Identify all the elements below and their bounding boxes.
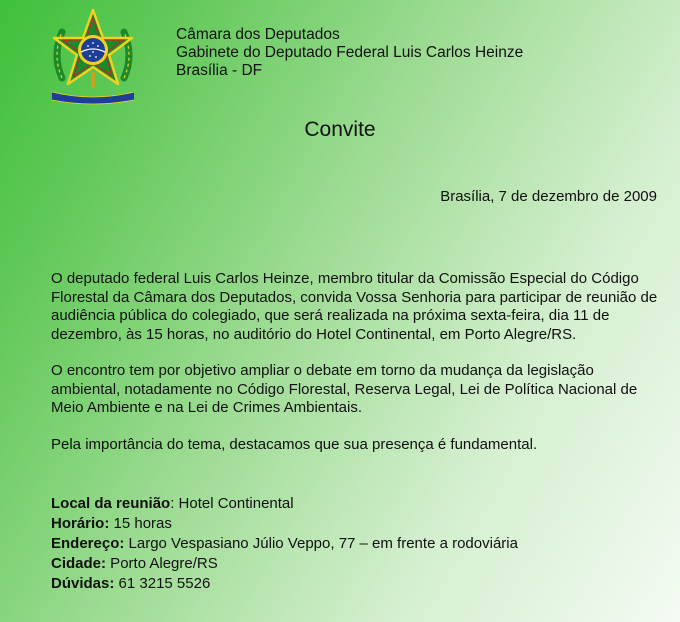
detail-local-value: : Hotel Continental [170, 495, 294, 512]
header-location: Brasília - DF [176, 62, 263, 79]
detail-cidade-label: Cidade: [51, 555, 107, 572]
event-details [51, 494, 518, 594]
brasao-da-republica-icon [48, 6, 138, 106]
detail-horario-label: Horário: [51, 515, 110, 532]
letter-date: Brasília, 7 de dezembro de 2009 [440, 188, 657, 205]
detail-cidade-value: Porto Alegre/RS [106, 555, 218, 572]
letter-body [51, 270, 663, 472]
header-office: Gabinete do Deputado Federal Luis Carlos Heinze [176, 44, 524, 61]
sword-hilt [91, 72, 95, 88]
detail-duvidas-value: 61 3215 5526 [114, 575, 211, 592]
paragraph-closing: Pela importância do tema, destacamos que sua presença é fundamental. [51, 435, 538, 453]
paragraph-invitation: O deputado federal Luis Carlos Heinze, membro titular da Comissão Especial do Código Florestal da Câmara dos Deputados, convida Vossa Senhoria para participar de reunião de audiência pública do colegiado, que será realizada na próxima sexta-feira, dia 11 de dezembro, às 15 horas, no auditório do Hotel Continental, em Porto Alegre/RS. [51, 270, 658, 343]
detail-endereco-label: Endereço: [51, 535, 125, 552]
detail-cidade [51, 554, 518, 574]
detail-duvidas [51, 574, 518, 594]
detail-duvidas-label: Dúvidas: [51, 575, 115, 592]
page-title: Convite [304, 118, 376, 141]
header-institution: Câmara dos Deputados [176, 26, 340, 43]
detail-local-label: Local da reunião [51, 495, 171, 512]
detail-local [51, 494, 518, 514]
detail-endereco-value: Largo Vespasiano Júlio Veppo, 77 – em frente a rodoviária [124, 535, 518, 552]
paragraph-objective: O encontro tem por objetivo ampliar o debate em torno da mudança da legislação ambiental, notadamente no Código Florestal, Reserva Legal, Lei de Política Nacional de Meio Ambiente e na Lei de Crimes Ambientais. [51, 362, 638, 416]
detail-horario [51, 514, 518, 534]
header [176, 26, 523, 80]
detail-endereco [51, 534, 518, 554]
detail-horario-value: 15 horas [109, 515, 172, 532]
